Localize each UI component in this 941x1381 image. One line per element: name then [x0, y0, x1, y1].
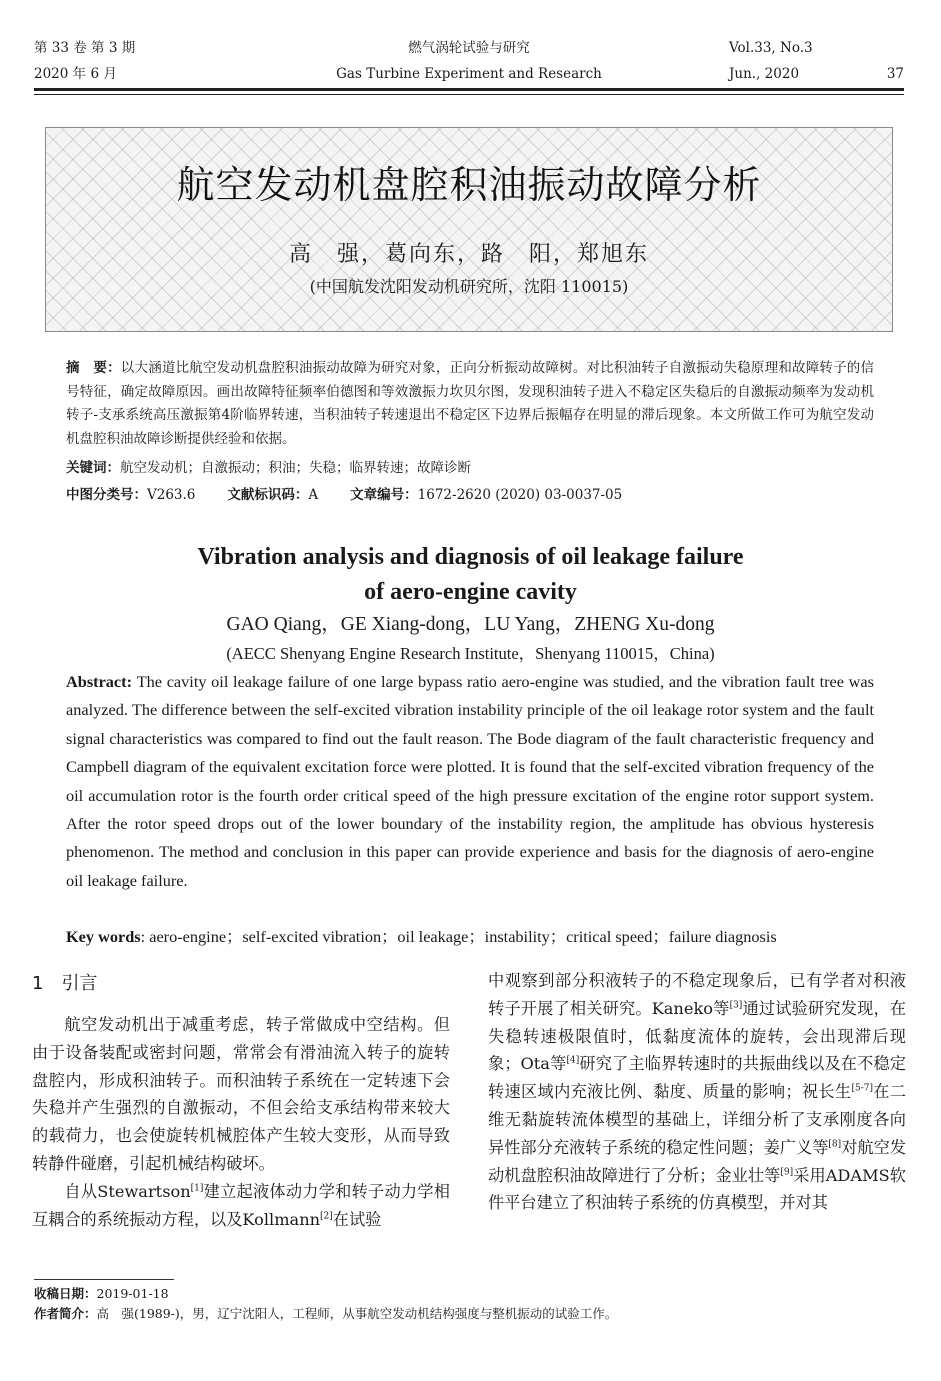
keywords-cn [66, 458, 874, 478]
affiliation-cn: (中国航发沈阳发动机研究所，沈阳 110015) [309, 277, 629, 296]
keywords-en: Key words: aero-engine；self-excited vibration；oil leakage；instability；critical speed；failure diagnosis [66, 927, 777, 946]
received-date: 2019-01-18 [96, 1286, 169, 1301]
body-column-left [32, 967, 450, 1233]
body-text-span: 采用ADAMS软件平台建立了积油转子系统的仿真模型，并对其 [488, 1165, 906, 1213]
keywords-en-label: Key words [66, 927, 141, 946]
body-text-span: 在二维无黏旋转流体模型的基础上，详细分析了支承刚度各向异性部分充液转子系统的稳定性问题；姜广义等 [488, 1082, 907, 1157]
volume-en: Vol.33, No.3 [729, 40, 813, 56]
body-text-span: 自从Stewartson [64, 1181, 191, 1201]
author-bio-label: 作者简介： [34, 1306, 97, 1321]
volume-cn: 第 33 卷 第 3 期 [34, 40, 136, 56]
title-box [45, 127, 893, 332]
citation-ref: [8] [828, 1139, 842, 1150]
footnote-received [34, 1285, 904, 1303]
body-text-span: 建立起液体动力学和转子动力学相互耦合的系统振动方程，以及Kollmann [32, 1181, 450, 1229]
footnote-rule [34, 1279, 174, 1280]
keywords-en-text: aero-engine；self-excited vibration；oil leakage；instability；critical speed；failure diagnosis [149, 927, 777, 946]
abstract-en: Abstract: The cavity oil leakage failure of one large bypass ratio aero-engine was studied, and the vibration fault tree was analyzed. The difference between the self-excited vibration instability principle of the oil leakage rotor system and the fault signal characteristics was compared to find out the fault reason. The Bode diagram of the fault characteristic frequency and Campbell diagram of the equivalent excitation force were plotted. It is found that the self-excited vibration frequency of the oil accumulation rotor is the fourth order critical speed of the high pressure excitation of the engine rotor support system. After the rotor speed drops out of the lower boundary of the instability region, the amplitude has obvious hysteresis phenomenon. The method and conclusion in this paper can provide experience and basis for the diagnosis of aero-engine oil leakage failure. [66, 672, 874, 890]
classification-line [66, 485, 874, 505]
affiliation-en: (AECC Shenyang Engine Research Institute，Shenyang 110015，China) [226, 644, 715, 663]
header-rule-thin [34, 94, 904, 95]
author-bio: 高 强(1989-)，男，辽宁沈阳人，工程师，从事航空发动机结构强度与整机振动的试验工作。 [96, 1306, 618, 1321]
body-text-span: 通过试验研究发现，在失稳转速极限值时，低黏度流体的旋转，会出现滞后现象；Ota等 [488, 998, 907, 1074]
body-column-right [488, 967, 906, 1217]
body-paragraph-1: 航空发动机出于减重考虑，转子常做成中空结构。但由于设备装配或密封问题，常常会有滑油流入转子的旋转盘腔内，形成积油转子。而积油转子系统在一定转速下会失稳并产生强烈的自激振动，不但会给支承结构带来较大的载荷力，也会使旋转机械腔体产生较大变形，从而导致转静件碰磨，引起机械结构破坏。 [32, 1015, 450, 1173]
keywords-cn-text: 航空发动机；自激振动；积油；失稳；临界转速；故障诊断 [120, 460, 471, 476]
abstract-cn-label: 摘 要： [66, 360, 121, 376]
paper-title-cn: 航空发动机盘腔积油振动故障分析 [176, 163, 762, 207]
header-rule-thick [34, 88, 904, 91]
article-no-label: 文章编号： [350, 487, 418, 503]
body-paragraph-2 [32, 1178, 450, 1234]
body-text-span: 研究了主临界转速时的共振曲线以及在不稳定转速区域内充液比例、黏度、质量的影响；祝长生 [488, 1054, 906, 1102]
section-heading-intro: 1 引言 [32, 973, 98, 994]
citation-ref: [1] [190, 1183, 204, 1194]
journal-name-en: Gas Turbine Experiment and Research [336, 66, 602, 82]
body-text-span: 对航空发动机盘腔积油故障进行了分析；金业壮等 [488, 1137, 907, 1185]
journal-name-cn: 燃气涡轮试验与研究 [408, 40, 530, 56]
body-paragraph-continued [488, 967, 906, 1217]
article-no-value: 1672-2620 (2020) 03-0037-05 [417, 487, 623, 503]
body-text-span: 在试验 [332, 1209, 382, 1229]
citation-ref: [9] [780, 1167, 794, 1178]
abstract-en-text: The cavity oil leakage failure of one large bypass ratio aero-engine was studied, and the vibration fault tree was analyzed. The difference between the self-excited vibration instability principle of the oil leakage rotor system and the fault signal characteristics was compared to find out the fault reason. The Bode diagram of the fault characteristic frequency and Campbell diagram of the equivalent excitation force were plotted. It is found that the self-excited vibration frequency of the oil accumulation rotor is the fourth order critical speed of the high pressure excitation of the engine rotor support system. After the rotor speed drops out of the lower boundary of the instability region, the amplitude has obvious hysteresis phenomenon. The method and conclusion in this paper can provide experience and basis for the diagnosis of aero-engine oil leakage failure. [66, 672, 874, 890]
abstract-cn [66, 357, 874, 451]
body-text-span: 中观察到部分积液转子的不稳定现象后，已有学者对积液转子开展了相关研究。Kaneko等 [488, 971, 906, 1018]
received-label: 收稿日期： [34, 1286, 97, 1301]
doc-code-value: A [308, 487, 319, 503]
citation-ref: [4] [566, 1056, 580, 1066]
doc-code-label: 文献标识码： [227, 487, 309, 503]
clc-label: 中图分类号： [66, 487, 147, 503]
paper-title-en-line1: Vibration analysis and diagnosis of oil leakage failure [197, 544, 744, 570]
footnote-author [34, 1305, 904, 1323]
date-cn: 2020 年 6 月 [34, 66, 117, 82]
citation-ref: [3] [729, 1000, 743, 1011]
abstract-cn-text: 以大涵道比航空发动机盘腔积油振动故障为研究对象，正向分析振动故障树。对比积油转子自激振动失稳原理和故障转子的信号特征，确定故障原因。画出故障特征频率伯德图和等效激振力坎贝尔图，发现积油转子进入不稳定区失稳后的自激振动频率为发动机转子-支承系统高压激振第4阶临界转速，当积油转子转速退出不稳定区下边界后振幅存在明显的滞后现象。本文所做工作可为航空发动机盘腔积油故障诊断提供经验和依据。 [66, 360, 875, 447]
authors-cn: 高 强，葛向东，路 阳，郑旭东 [288, 242, 649, 267]
running-header-line2 [34, 66, 904, 82]
clc-value: V263.6 [147, 487, 196, 503]
abstract-en-label: Abstract [66, 672, 127, 691]
citation-ref: [5-7] [851, 1083, 873, 1094]
page-number: 37 [886, 66, 904, 82]
authors-en: GAO Qiang，GE Xiang-dong，LU Yang，ZHENG Xu-dong [226, 614, 715, 635]
running-header-line1 [34, 40, 904, 56]
keywords-cn-label: 关键词： [66, 460, 120, 476]
paper-title-en-line2: of aero-engine cavity [364, 579, 577, 605]
date-en: Jun., 2020 [729, 66, 800, 82]
citation-ref: [2] [320, 1211, 333, 1222]
